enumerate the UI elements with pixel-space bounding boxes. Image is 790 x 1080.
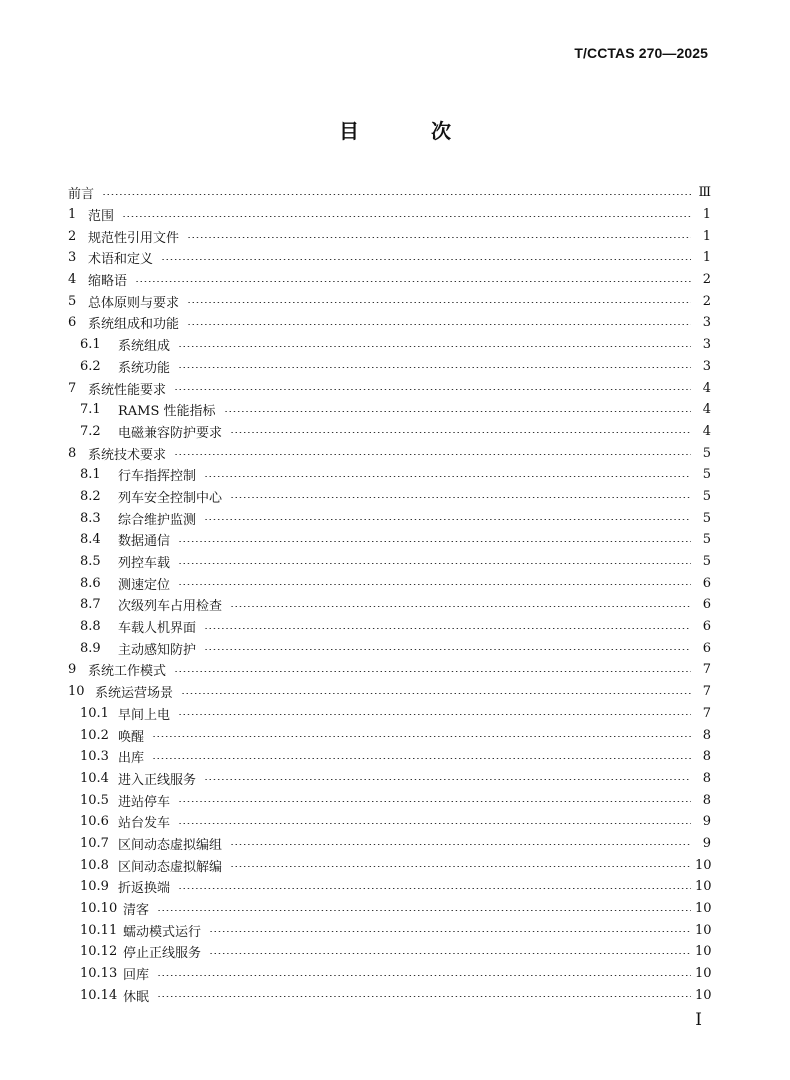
toc-entry[interactable] [68,919,711,941]
toc-entry-number: 10.5 [80,792,109,808]
toc-entry-title: 综合维护监测 [118,512,197,528]
toc-entry[interactable] [68,659,711,681]
toc-entry-page: 8 [702,727,711,743]
toc-entry[interactable] [68,681,711,703]
toc-entry-number: 7.2 [80,423,101,439]
toc-entry-number: 10.6 [80,814,109,830]
toc-entry-number: 1 [68,207,77,223]
toc-entry-page: 10 [695,857,712,873]
toc-entry-page: 6 [702,575,711,591]
toc-entry-title: 系统功能 [118,360,171,376]
toc-entry-page: 10 [695,879,712,895]
toc-dot-leader [230,497,691,498]
toc-dot-leader [178,541,691,542]
toc-entry[interactable] [68,833,711,855]
toc-entry[interactable] [68,789,711,811]
toc-entry-title: 测速定位 [118,577,171,593]
toc-entry-number: 6 [68,315,77,331]
toc-entry[interactable] [68,984,711,1006]
toc-entry[interactable] [68,507,711,529]
toc-entry-page: 5 [702,445,711,461]
toc-entry[interactable] [68,963,711,985]
toc-entry-title: RAMS 性能指标 [118,404,216,420]
toc-entry-title: 蠕动模式运行 [123,924,202,940]
toc-entry-title: 次级列车占用检查 [118,599,223,615]
toc-entry[interactable] [68,876,711,898]
toc-entry-title: 缩略语 [88,274,128,290]
toc-entry-page: 10 [695,901,712,917]
toc-entry-page: 7 [702,684,711,700]
toc-entry-number: 8.9 [80,640,101,656]
toc-entry-title: 出库 [118,751,145,767]
toc-entry-number: 8.7 [80,597,101,613]
toc-entry-page: 8 [702,770,711,786]
toc-entry-number: 8.1 [80,467,101,483]
toc-entry-title: 系统运营场景 [95,686,174,702]
toc-entry-title: 前言 [68,187,95,203]
toc-entry-title: 系统组成 [118,339,171,355]
toc-dot-leader [178,367,691,368]
toc-entry-page: 1 [702,207,711,223]
toc-dot-leader [174,389,691,390]
toc-entry-title: 进站停车 [118,794,171,810]
toc-entry-title: 主动感知防护 [118,642,197,658]
toc-entry-title: 电磁兼容防护要求 [118,425,223,441]
toc-dot-leader [204,649,691,650]
toc-entry[interactable] [68,312,711,334]
toc-entry-page: 4 [702,380,711,396]
toc-entry-title: 系统性能要求 [88,382,167,398]
toc-dot-leader [152,758,691,759]
toc-entry-page: 9 [702,835,711,851]
toc-dot-leader [157,910,691,911]
toc-entry-title: 行车指挥控制 [118,469,197,485]
toc-entry-number: 10.1 [80,705,109,721]
toc-entry-page: 2 [702,293,711,309]
toc-entry-page: 5 [702,554,711,570]
toc-entry-number: 10.12 [80,944,118,960]
toc-entry[interactable] [68,204,711,226]
toc-dot-leader [204,519,691,520]
toc-entry-number: 7 [68,380,77,396]
toc-dot-leader [230,866,691,867]
toc-entry-page: 6 [702,619,711,635]
toc-entry-page: 9 [702,814,711,830]
toc-dot-leader [178,346,691,347]
toc-entry-title: 休眠 [123,989,150,1005]
toc-entry-number: 10.8 [80,857,109,873]
toc-dot-leader [178,823,691,824]
toc-entry-page: 5 [702,532,711,548]
toc-entry-title: 系统工作模式 [88,664,167,680]
toc-entry-page: 2 [702,272,711,288]
toc-entry-page: 10 [695,922,712,938]
toc-entry[interactable] [68,225,711,247]
toc-entry-title: 清客 [123,903,150,919]
toc-entry-page: 6 [702,640,711,656]
toc-entry[interactable] [68,898,711,920]
toc-dot-leader [230,606,691,607]
toc-entry-number: 3 [68,250,77,266]
toc-entry-number: 10.9 [80,879,109,895]
toc-dot-leader [230,432,691,433]
toc-entry[interactable] [68,399,711,421]
toc-dot-leader [135,281,691,282]
toc-entry-title: 系统技术要求 [88,447,167,463]
toc-dot-leader [204,476,691,477]
toc-entry-title: 回库 [123,968,150,984]
toc-entry-number: 8 [68,445,77,461]
toc-entry[interactable] [68,768,711,790]
toc-entry[interactable] [68,572,711,594]
toc-entry-title: 列车安全控制中心 [118,490,223,506]
toc-entry-page: 1 [702,250,711,266]
toc-entry-number: 9 [68,662,77,678]
toc-dot-leader [178,888,691,889]
toc-dot-leader [178,714,691,715]
toc-entry-number: 8.5 [80,554,101,570]
toc-dot-leader [187,237,691,238]
toc-entry[interactable] [68,616,711,638]
document-code: T/CCTAS 270—2025 [574,45,708,61]
toc-entry-page: 5 [702,488,711,504]
toc-entry[interactable] [68,703,711,725]
toc-entry-number: 6.2 [80,358,101,374]
toc-entry-title: 规范性引用文件 [88,230,180,246]
toc-dot-leader [181,693,691,694]
toc-entry-number: 10.7 [80,835,109,851]
toc-entry-title: 区间动态虚拟编组 [118,837,223,853]
toc-entry-title: 车载人机界面 [118,621,197,637]
toc-dot-leader [157,975,691,976]
toc-entry-page: 8 [702,749,711,765]
toc-entry[interactable] [68,247,711,269]
toc-entry[interactable] [68,637,711,659]
toc-entry-number: 10.4 [80,770,109,786]
toc-entry-title: 折返换端 [118,881,171,897]
toc-dot-leader [187,302,691,303]
toc-dot-leader [174,671,691,672]
toc-entry-title: 系统组成和功能 [88,317,180,333]
toc-entry[interactable] [68,421,711,443]
toc-entry-page: Ⅲ [698,185,711,201]
toc-dot-leader [178,584,691,585]
toc-entry-page: 10 [695,987,712,1003]
toc-dot-leader [102,194,691,195]
toc-entry-title: 数据通信 [118,534,171,550]
toc-entry[interactable] [68,442,711,464]
toc-dot-leader [157,996,691,997]
toc-entry-page: 8 [702,792,711,808]
toc-entry-page: 5 [702,510,711,526]
toc-entry[interactable] [68,269,711,291]
toc-entry[interactable] [68,724,711,746]
toc-entry[interactable] [68,486,711,508]
toc-dot-leader [122,216,691,217]
toc-entry-page: 3 [702,315,711,331]
toc-entry-title: 唤醒 [118,729,145,745]
toc-entry[interactable] [68,290,711,312]
toc-entry-number: 10 [68,684,85,700]
toc-entry-title: 进入正线服务 [118,772,197,788]
toc-entry-number: 8.8 [80,619,101,635]
toc-entry-page: 4 [702,402,711,418]
toc-entry-number: 10.2 [80,727,109,743]
toc-entry-number: 8.6 [80,575,101,591]
toc-entry[interactable] [68,529,711,551]
toc-entry-number: 2 [68,228,77,244]
toc-entry[interactable] [68,746,711,768]
toc-entry[interactable] [68,811,711,833]
toc-entry-page: 4 [702,423,711,439]
toc-entry[interactable] [68,356,711,378]
toc-entry-number: 7.1 [80,402,101,418]
toc-entry-page: 10 [695,944,712,960]
toc-entry[interactable] [68,182,711,204]
toc-entry-title: 列控车载 [118,556,171,572]
toc-dot-leader [178,563,691,564]
toc-title: 目 次 [339,119,477,143]
toc-entry-page: 3 [702,358,711,374]
toc-dot-leader [209,953,691,954]
toc-entry-number: 8.4 [80,532,101,548]
toc-entry-number: 10.11 [80,922,118,938]
toc-entry[interactable] [68,594,711,616]
toc-entry-page: 7 [702,662,711,678]
toc-entry-number: 10.14 [80,987,118,1003]
toc-dot-leader [178,801,691,802]
toc-entry-page: 3 [702,337,711,353]
toc-dot-leader [161,259,691,260]
toc-entry-page: 1 [702,228,711,244]
toc-entry[interactable] [68,377,711,399]
toc-entry-number: 4 [68,272,77,288]
toc-entry-title: 区间动态虚拟解编 [118,859,223,875]
toc-entry-title: 早间上电 [118,707,171,723]
toc-entry-number: 8.2 [80,488,101,504]
toc-dot-leader [204,779,691,780]
toc-entry-page: 7 [702,705,711,721]
toc-entry[interactable] [68,464,711,486]
toc-entry-number: 5 [68,293,77,309]
toc-entry-title: 范围 [88,209,115,225]
toc-entry-number: 6.1 [80,337,101,353]
toc-entry-page: 5 [702,467,711,483]
toc-dot-leader [209,931,691,932]
toc-entry-number: 10.3 [80,749,109,765]
toc-list [68,182,711,1006]
toc-dot-leader [230,844,691,845]
toc-entry-title: 站台发车 [118,816,171,832]
toc-entry-number: 10.13 [80,966,118,982]
toc-entry-number: 8.3 [80,510,101,526]
toc-entry-page: 6 [702,597,711,613]
toc-dot-leader [204,628,691,629]
toc-dot-leader [224,411,691,412]
toc-entry-page: 10 [695,966,712,982]
toc-dot-leader [152,736,691,737]
toc-entry[interactable] [68,854,711,876]
toc-entry-title: 术语和定义 [88,252,154,268]
toc-dot-leader [174,454,691,455]
toc-entry[interactable] [68,334,711,356]
toc-entry-title: 停止正线服务 [123,946,202,962]
page-number: I [695,1010,702,1030]
toc-entry-number: 10.10 [80,901,118,917]
toc-entry-title: 总体原则与要求 [88,295,180,311]
toc-dot-leader [187,324,691,325]
toc-entry[interactable] [68,551,711,573]
toc-entry[interactable] [68,941,711,963]
